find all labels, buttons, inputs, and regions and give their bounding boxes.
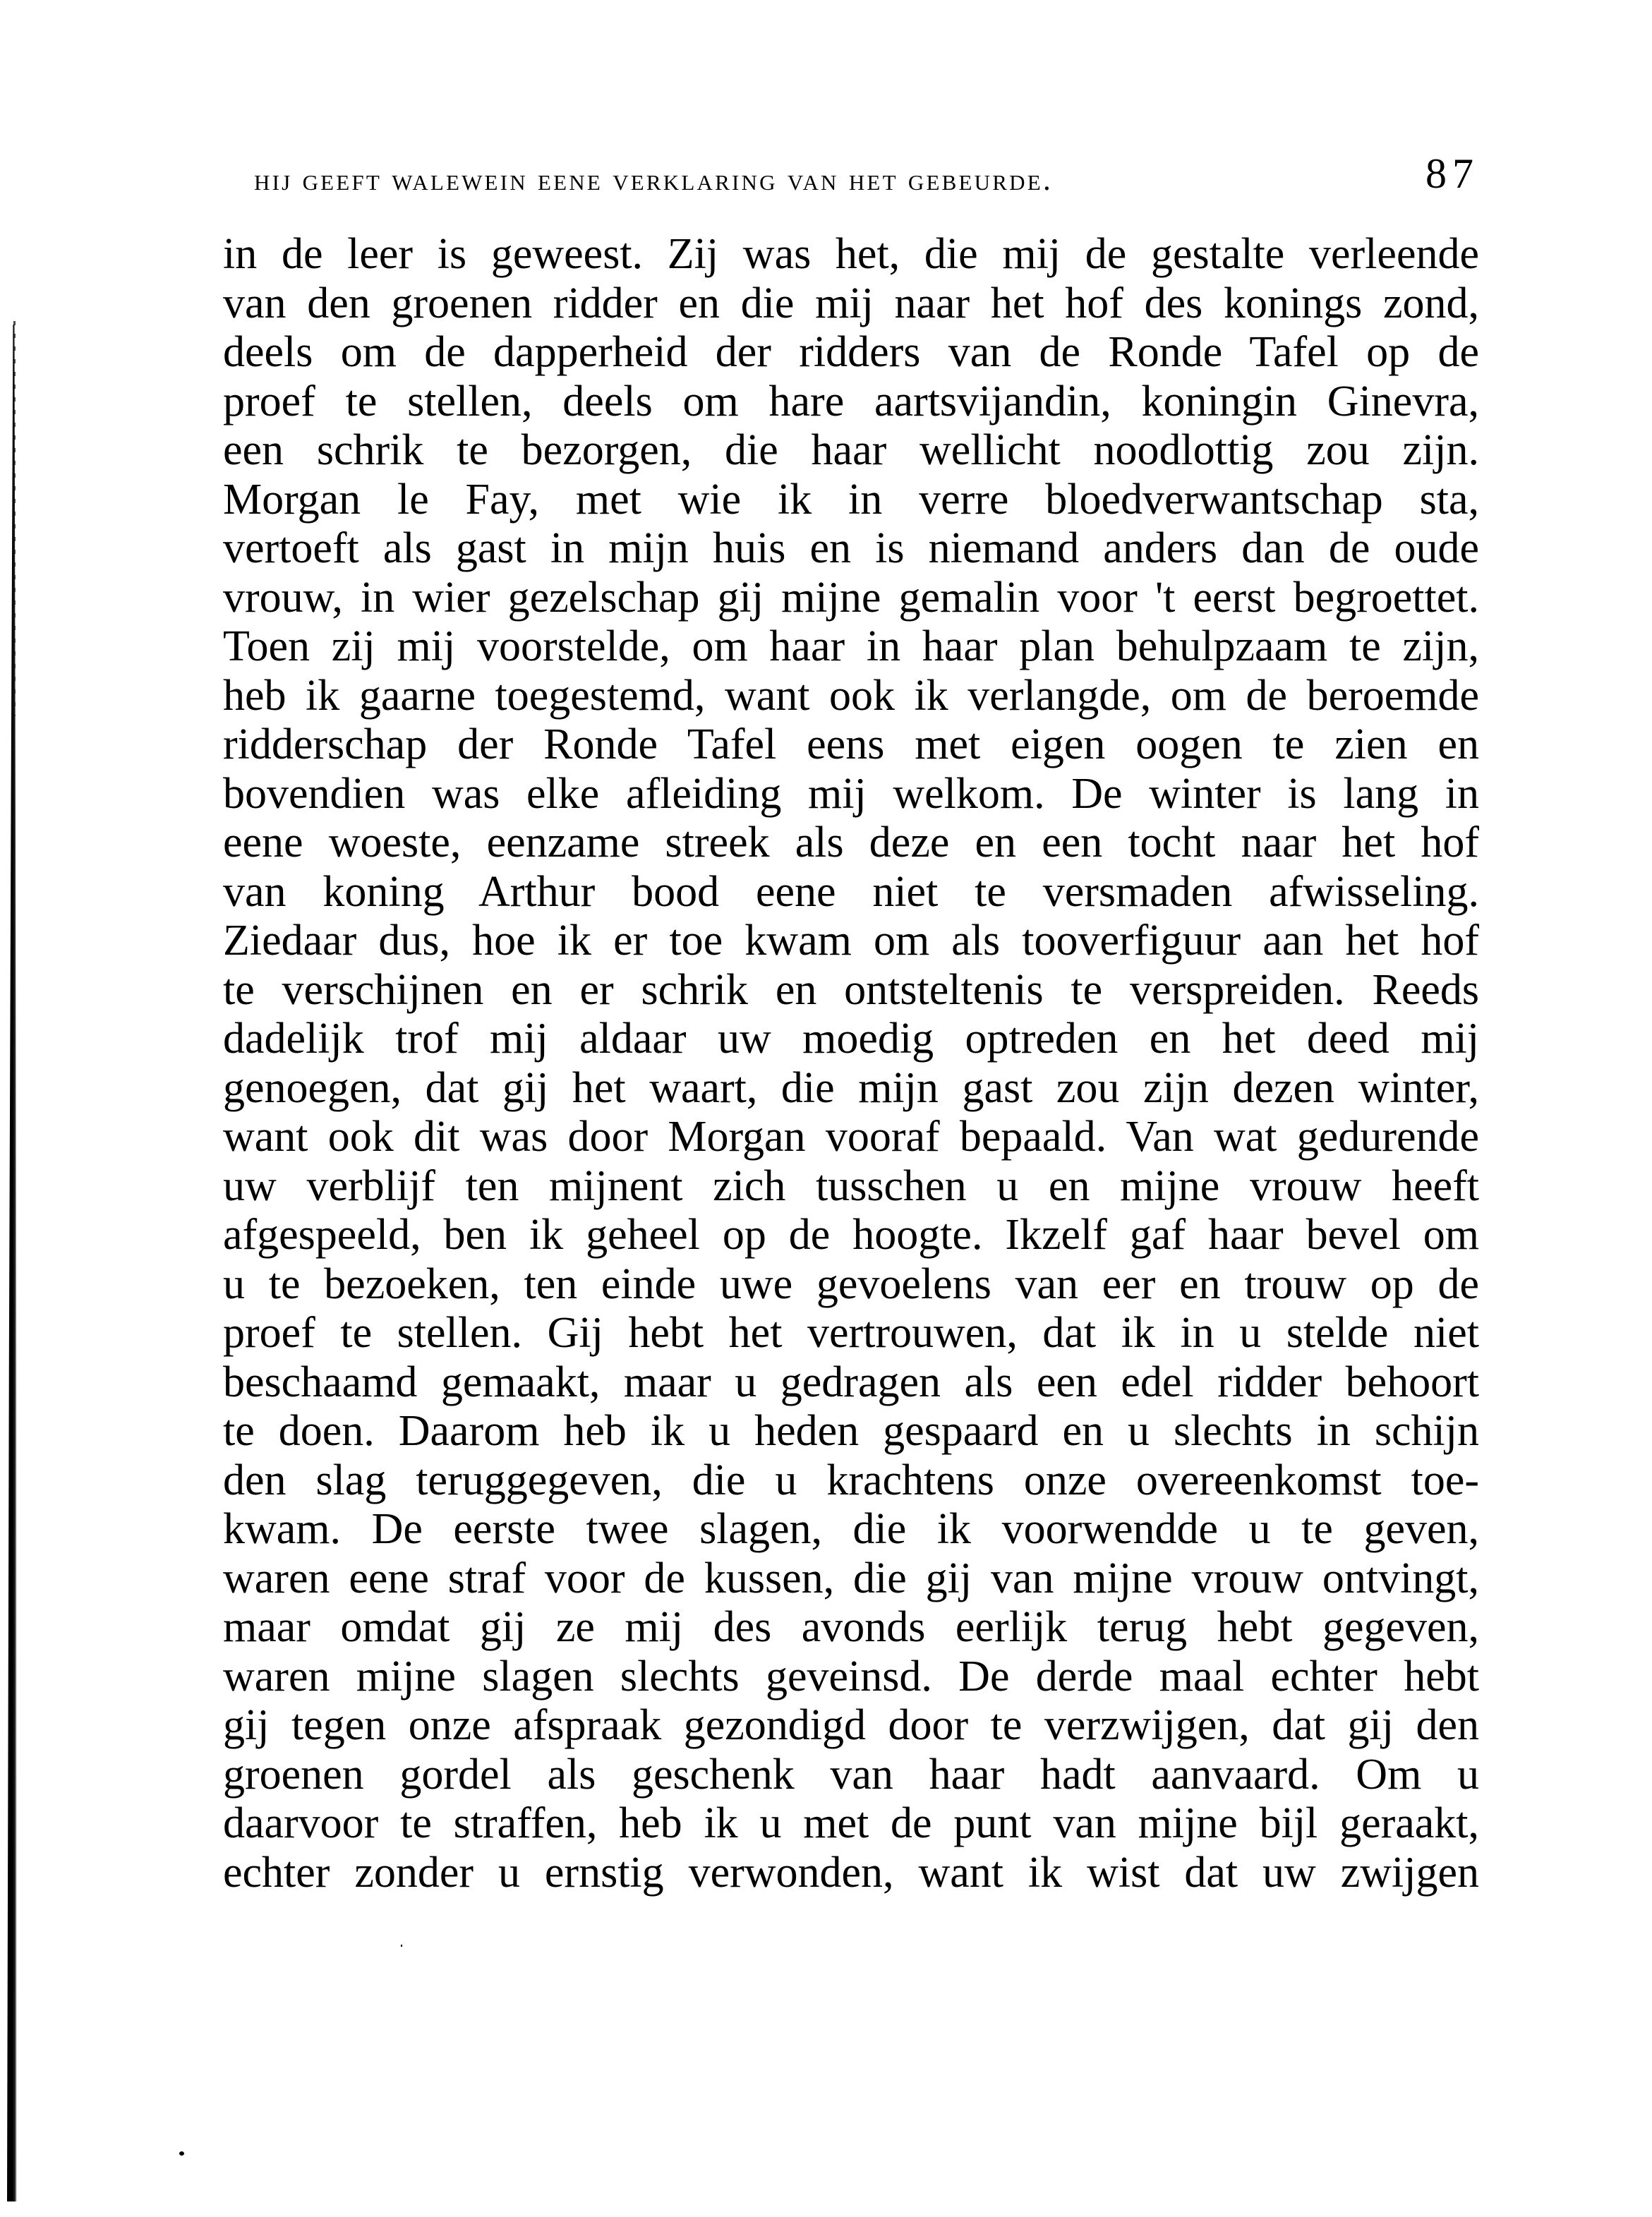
text-line: den slag teruggegeven, die u krachtens onze overeenkomst toe-: [223, 1456, 1479, 1504]
running-head-title: hij geeft walewein eene verklaring van het gebeurde.: [254, 162, 1054, 197]
text-line: daarvoor te straffen, heb ik u met de punt van mijne bijl geraakt,: [223, 1799, 1479, 1847]
text-line: in de leer is geweest. Zij was het, die mij de gestalte verleende: [223, 230, 1479, 278]
running-head: [223, 150, 1479, 206]
text-line: heb ik gaarne toegestemd, want ook ik verlangde, om de beroemde: [223, 671, 1479, 720]
text-line: ridderschap der Ronde Tafel eens met eigen oogen te zien en: [223, 720, 1479, 768]
text-line: eene woeste, eenzame streek als deze en een tocht naar het hof: [223, 818, 1479, 866]
text-line: vertoeft als gast in mijn huis en is niemand anders dan de oude: [223, 524, 1479, 572]
text-line: een schrik te bezorgen, die haar wellicht noodlottig zou zijn.: [223, 426, 1479, 474]
text-line: van den groenen ridder en die mij naar het hof des konings zond,: [223, 279, 1479, 327]
text-line: echter zonder u ernstig verwonden, want ik wist dat uw zwijgen: [223, 1848, 1479, 1897]
scan-speck: [179, 2151, 184, 2156]
page-number: 87: [1425, 150, 1479, 197]
scan-speck: [401, 1945, 402, 1947]
text-line: van koning Arthur bood eene niet te versmaden afwisseling.: [223, 867, 1479, 916]
text-line: waren eene straf voor de kussen, die gij van mijne vrouw ontvingt,: [223, 1554, 1479, 1602]
text-line: gij tegen onze afspraak gezondigd door te verzwijgen, dat gij den: [223, 1701, 1479, 1749]
text-line: want ook dit was door Morgan vooraf bepaald. Van wat gedurende: [223, 1113, 1479, 1161]
body-text: [223, 230, 1479, 1897]
text-line: te doen. Daarom heb ik u heden gespaard en u slechts in schijn: [223, 1407, 1479, 1455]
text-line: vrouw, in wier gezelschap gij mijne gemalin voor 't eerst begroettet.: [223, 573, 1479, 622]
text-line: Toen zij mij voorstelde, om haar in haar plan behulpzaam te zijn,: [223, 622, 1479, 670]
text-line: u te bezoeken, ten einde uwe gevoelens van eer en trouw op de: [223, 1259, 1479, 1308]
text-line: uw verblijf ten mijnent zich tusschen u en mijne vrouw heeft: [223, 1161, 1479, 1210]
text-line: Ziedaar dus, hoe ik er toe kwam om als tooverfiguur aan het hof: [223, 917, 1479, 965]
text-line: bovendien was elke afleiding mij welkom. De winter is lang in: [223, 769, 1479, 818]
text-line: maar omdat gij ze mij des avonds eerlijk terug hebt gegeven,: [223, 1603, 1479, 1651]
text-line: beschaamd gemaakt, maar u gedragen als een edel ridder behoort: [223, 1358, 1479, 1406]
text-line: afgespeeld, ben ik geheel op de hoogte. Ikzelf gaf haar bevel om: [223, 1211, 1479, 1259]
text-line: groenen gordel als geschenk van haar hadt aanvaard. Om u: [223, 1750, 1479, 1799]
text-line: waren mijne slagen slechts geveinsd. De derde maal echter hebt: [223, 1652, 1479, 1700]
text-line: deels om de dapperheid der ridders van de Ronde Tafel op de: [223, 328, 1479, 376]
text-line: genoegen, dat gij het waart, die mijn gast zou zijn dezen winter,: [223, 1063, 1479, 1112]
text-line: te verschijnen en er schrik en ontsteltenis te verspreiden. Reeds: [223, 965, 1479, 1014]
text-line: Morgan le Fay, met wie ik in verre bloedverwantschap sta,: [223, 475, 1479, 524]
text-line: proef te stellen, deels om hare aartsvijandin, koningin Ginevra,: [223, 377, 1479, 425]
text-line: dadelijk trof mij aldaar uw moedig optreden en het deed mij: [223, 1015, 1479, 1063]
text-line: proef te stellen. Gij hebt het vertrouwen, dat ik in u stelde niet: [223, 1309, 1479, 1357]
text-line: kwam. De eerste twee slagen, die ik voorwendde u te geven,: [223, 1505, 1479, 1553]
